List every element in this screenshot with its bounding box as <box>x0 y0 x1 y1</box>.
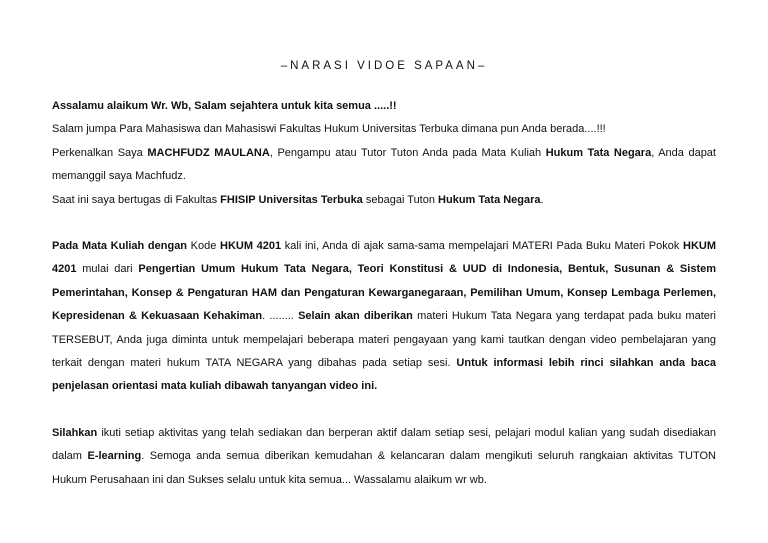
material-text-b: kali ini, Anda di ajak sama-sama mempelajari MATERI Pada Buku Materi Pokok <box>281 240 683 253</box>
material-lead: Pada Mata Kuliah dengan <box>52 240 188 253</box>
closing-paragraph <box>52 422 716 492</box>
assignment-text-a: Saat ini saya bertugas di Fakultas <box>52 193 221 206</box>
welcome-paragraph: Salam jumpa Para Mahasiswa dan Mahasiswi Fakultas Hukum Universitas Terbuka dimana pun Anda berada....!!! <box>52 123 606 136</box>
greeting-paragraph <box>52 95 716 118</box>
tutor-name: MACHFUDZ MAULANA <box>147 146 270 159</box>
paragraph-gap <box>52 212 716 235</box>
course-material-paragraph <box>52 235 716 399</box>
introduction-paragraph <box>52 142 716 189</box>
closing-text-a: ikuti setiap aktivitas yang telah sediakan dan berperan aktif dalam setiap sesi, pelajari modul kalian yang sudah disediakan dalam <box>52 426 716 463</box>
intro-text-c: , Anda dapat memanggil saya Machfudz. <box>52 146 716 183</box>
material-text-d: . ........ <box>262 310 299 323</box>
material-text-c: mulai dari <box>76 263 139 276</box>
material-text-e: materi Hukum Tata Negara yang terdapat pada buku materi TERSEBUT, Anda juga diminta untuk mempelajari beberapa materi pengayaan yang kami tautkan dengan video pembelajaran yang terkait dengan materi hukum TATA NEGARA yang dibahas pada setiap sesi. <box>52 310 716 370</box>
paragraph-gap-2 <box>52 399 716 422</box>
course-code-2: HKUM 4201 <box>52 240 716 276</box>
closing-text-b: . Semoga anda semua diberikan kemudahan & kelancaran dalam mengikuti seluruh rangkaian aktivitas TUTON Hukum Perusahaan ini dan Sukses selalu untuk kita semua... Wassalamu alaikum wr wb. <box>52 450 716 486</box>
intro-text-b: , Pengampu atau Tutor Tuton Anda pada Mata Kuliah <box>269 146 546 159</box>
assignment-text-b: sebagai Tuton <box>362 193 439 206</box>
faculty-name: FHISIP Universitas Terbuka <box>220 193 363 206</box>
greeting-text: Assalamu alaikum Wr. Wb, Salam sejahtera untuk kita semua .....!! <box>52 100 397 112</box>
document-page <box>52 60 716 492</box>
intro-text-a: Perkenalkan Saya <box>52 146 148 159</box>
closing-lead: Silahkan <box>52 426 98 439</box>
more-info-text: Untuk informasi lebih rinci silahkan anda baca penjelasan orientasi mata kuliah dibawah tanyangan video ini. <box>52 357 716 393</box>
document-title: –NARASI VIDOE SAPAAN– <box>280 60 488 72</box>
assignment-paragraph <box>52 189 716 212</box>
course-code: HKUM 4201 <box>220 240 282 253</box>
additional-materials-lead: Selain akan diberikan <box>298 310 413 323</box>
elearning-text: E-learning <box>87 450 142 463</box>
course-name: Hukum Tata Negara <box>545 146 652 159</box>
course-topics: Pengertian Umum Hukum Tata Negara, Teori Konstitusi & UUD di Indonesia, Bentuk, Susunan & Sistem Pemerintahan, Konsep & Pengaturan HAM dan Pengaturan Kewarganegaraan, Pemilihan Umum, Konsep Lembaga Perlemen, Kepresidenan & Kekuasaan Kehakiman <box>52 263 716 323</box>
material-text-a: Kode <box>187 240 221 253</box>
assignment-course-name: Hukum Tata Negara <box>438 193 541 206</box>
assignment-text-c: . <box>540 193 544 206</box>
